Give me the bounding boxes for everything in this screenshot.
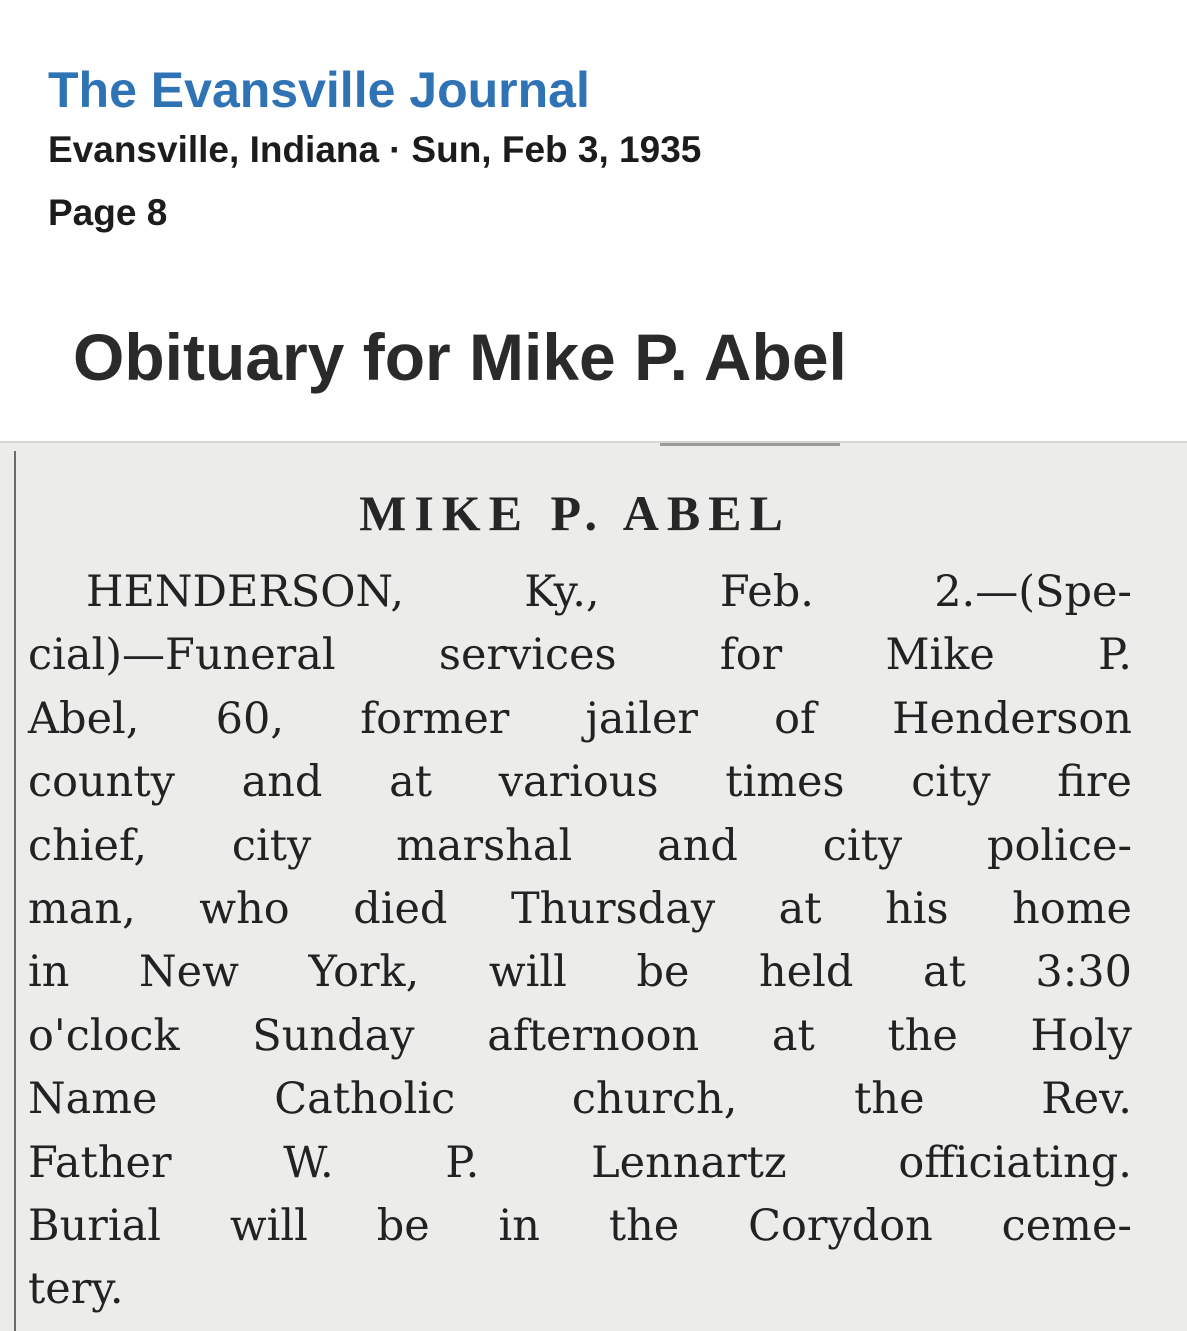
article-word: cial)—Funeral: [28, 630, 336, 681]
article-word: o'clock: [28, 1010, 180, 1061]
article-word: Father: [28, 1137, 172, 1188]
article-line: [28, 1195, 1132, 1258]
meta-separator: ·: [389, 129, 402, 170]
clipping-title: Obituary for Mike P. Abel: [73, 320, 847, 394]
article-word: Abel,: [28, 693, 140, 744]
article-word: Corydon: [748, 1200, 933, 1251]
article-word: Name: [28, 1074, 158, 1125]
article-word: P.: [1098, 630, 1132, 681]
article-word: tery.: [28, 1264, 124, 1315]
newspaper-name-link[interactable]: The Evansville Journal: [48, 62, 590, 118]
article-word: will: [488, 947, 567, 998]
column-rule: [14, 451, 16, 1331]
article-word: city: [911, 757, 991, 808]
article-word: be: [376, 1200, 430, 1251]
article-word: Mike: [885, 630, 995, 681]
article-word: 3:30: [1035, 947, 1132, 998]
article-word: officiating.: [898, 1137, 1132, 1188]
article-line: [28, 751, 1132, 814]
article-line: [28, 815, 1132, 878]
article-word: for: [719, 630, 783, 681]
article-line: [28, 878, 1132, 941]
article-word: marshal: [396, 820, 573, 871]
article-word: ceme-: [1001, 1200, 1132, 1251]
article-word: of: [774, 693, 816, 744]
article-word: in: [498, 1200, 540, 1251]
article-line: [28, 1258, 1132, 1321]
article-word: at: [771, 1010, 815, 1061]
article-word: died: [353, 883, 448, 934]
article-word: at: [389, 757, 433, 808]
publication-location: Evansville, Indiana: [48, 129, 380, 170]
article-word: times: [725, 757, 845, 808]
article-word: held: [758, 947, 854, 998]
publication-date: Sun, Feb 3, 1935: [411, 129, 702, 170]
article-word: Thursday: [510, 883, 716, 934]
article-word: P.: [445, 1137, 480, 1188]
article-word: at: [778, 883, 822, 934]
article-word: fire: [1057, 757, 1132, 808]
clipping-header: [48, 58, 701, 237]
article-headline: MIKE P. ABEL: [359, 485, 791, 541]
article-word: Ky.,: [524, 567, 600, 617]
article-word: who: [199, 883, 290, 934]
article-word: the: [887, 1010, 958, 1061]
newspaper-clipping-image: [0, 441, 1187, 1331]
article-word: his: [885, 883, 949, 934]
article-word: will: [229, 1200, 308, 1251]
article-word: police-: [987, 820, 1132, 871]
article-word: Holy: [1030, 1010, 1132, 1061]
article-word: county: [28, 757, 175, 808]
article-line: [28, 688, 1132, 751]
article-word: Rev.: [1041, 1074, 1132, 1125]
article-word: the: [608, 1200, 680, 1251]
article-word: various: [498, 757, 659, 808]
page-number: Page 8: [48, 192, 168, 233]
article-word: afternoon: [487, 1010, 700, 1061]
article-body: [28, 561, 1132, 1322]
article-word: Lennartz: [591, 1137, 787, 1188]
article-word: at: [922, 947, 966, 998]
article-word: services: [438, 630, 617, 681]
article-word: New: [139, 947, 239, 998]
article-word: Burial: [28, 1200, 161, 1251]
article-word: man,: [28, 883, 136, 934]
article-word: chief,: [28, 820, 148, 871]
article-word: Sunday: [252, 1010, 415, 1061]
article-word: HENDERSON,: [86, 567, 405, 617]
article-word: W.: [283, 1137, 334, 1188]
article-word: home: [1012, 883, 1132, 934]
article-word: be: [636, 947, 690, 998]
article-word: Feb.: [719, 567, 814, 617]
article-word: in: [28, 947, 70, 998]
article-word: Henderson: [892, 693, 1132, 744]
article-word: Catholic: [274, 1074, 456, 1125]
article-word: church,: [571, 1074, 738, 1125]
article-word: 2.—(Spe-: [934, 567, 1132, 617]
article-line: [28, 561, 1132, 624]
article-word: and: [657, 820, 738, 871]
article-line: [28, 1132, 1132, 1195]
article-line: [28, 1068, 1132, 1131]
publication-info: [48, 126, 701, 174]
article-word: and: [241, 757, 323, 808]
article-line: [28, 624, 1132, 687]
article-line: [28, 1005, 1132, 1068]
article-line: [28, 941, 1132, 1004]
top-rule: [660, 443, 840, 446]
article-word: York,: [308, 947, 420, 998]
article-word: city: [231, 820, 312, 871]
article-word: the: [854, 1074, 925, 1125]
article-word: 60,: [215, 693, 285, 744]
article-word: former: [360, 693, 510, 744]
article-word: city: [822, 820, 903, 871]
article-word: jailer: [585, 693, 698, 744]
